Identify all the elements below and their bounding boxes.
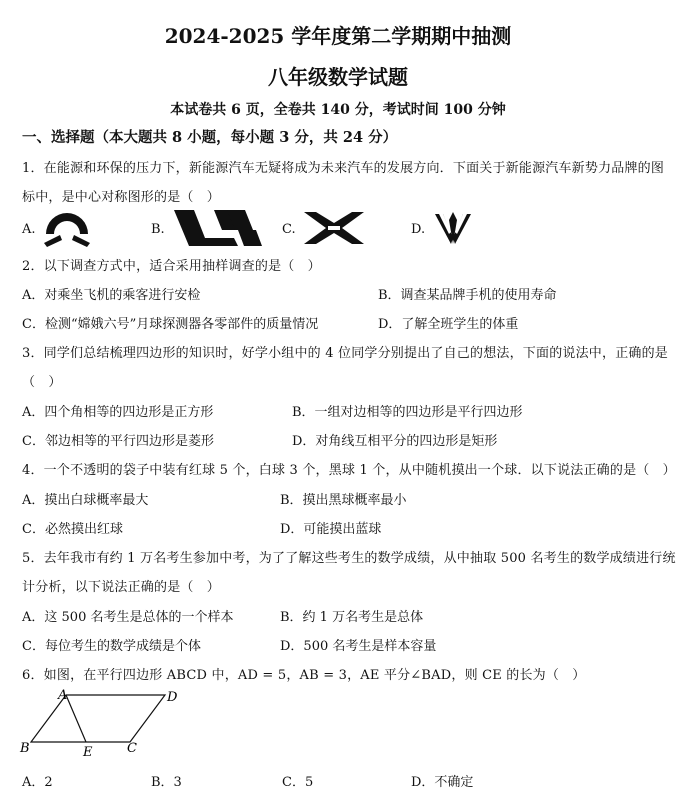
parallelogram-abcd: [31, 695, 165, 742]
q5-option-b: B．约 1 万名考生是总体: [280, 610, 424, 625]
q3-stem-line2: （ ）: [22, 375, 62, 390]
q6-option-d: D．不确定: [411, 775, 474, 790]
exam-info: 本试卷共 6 页，全卷共 140 分，考试时间 100 分钟: [170, 102, 506, 118]
exam-title: 2024-2025 学年度第二学期期中抽测: [164, 24, 512, 48]
vertex-b-label: B: [20, 741, 30, 756]
q2-option-b: B．调查某品牌手机的使用寿命: [378, 288, 557, 303]
q5-option-d: D．500 名考生是样本容量: [280, 639, 437, 654]
q5-stem-line1: 5．去年我市有约 1 万名考生参加中考，为了了解这些考生的数学成绩，从中抽取 500 名考生的数学成绩进行统: [22, 551, 676, 566]
q5-option-c: C．每位考生的数学成绩是个体: [22, 639, 201, 654]
q4-option-b: B．摸出黑球概率最小: [280, 493, 407, 508]
exam-subtitle: 八年级数学试题: [268, 65, 408, 89]
q1-option-a-label: A.: [22, 222, 36, 237]
point-e-label: E: [83, 745, 93, 758]
q1-option-b-label: B.: [151, 222, 165, 237]
nio-logo-icon: [42, 210, 92, 248]
q4-option-d: D．可能摸出蓝球: [280, 522, 382, 537]
leapmotor-logo-icon: [433, 208, 473, 248]
vertex-c-label: C: [127, 741, 137, 756]
q3-option-c: C．邻边相等的平行四边形是菱形: [22, 434, 214, 449]
q6-option-a: A．2: [22, 775, 53, 790]
q1-stem-line2: 标中，是中心对称图形的是（ ）: [22, 190, 221, 205]
q3-option-d: D．对角线互相平分的四边形是矩形: [292, 434, 498, 449]
q1-option-d-label: D.: [411, 222, 426, 237]
q4-stem: 4．一个不透明的袋子中装有红球 5 个，白球 3 个，黑球 1 个，从中随机摸出一个球．以下说法正确的是（ ）: [22, 463, 676, 478]
section-heading: 一、选择题（本大题共 8 小题，每小题 3 分，共 24 分）: [22, 129, 398, 146]
q4-option-c: C．必然摸出红球: [22, 522, 123, 537]
q5-option-a: A．这 500 名考生是总体的一个样本: [22, 610, 234, 625]
q2-option-d: D．了解全班学生的体重: [378, 317, 519, 332]
xpeng-logo-icon: [302, 210, 366, 246]
q3-option-b: B．一组对边相等的四边形是平行四边形: [292, 405, 523, 420]
q6-option-c: C．5: [282, 775, 314, 790]
q6-option-b: B．3: [151, 775, 182, 790]
q3-option-a: A．四个角相等的四边形是正方形: [22, 405, 214, 420]
vertex-a-label: A: [58, 688, 68, 703]
q5-stem-line2: 计分析，以下说法正确的是（ ）: [22, 580, 221, 595]
q2-stem: 2．以下调查方式中，适合采用抽样调查的是（ ）: [22, 259, 321, 274]
q6-stem: 6．如图，在平行四边形 ABCD 中，AD = 5，AB = 3，AE 平分∠BAD，则 CE 的长为（ ）: [22, 668, 586, 683]
li-auto-logo-icon: [172, 208, 264, 248]
vertex-d-label: D: [167, 690, 178, 705]
segment-ae: [66, 695, 86, 742]
q1-stem-line1: 1．在能源和环保的压力下，新能源汽车无疑将成为未来汽车的发展方向．下面关于新能源汽车新势力品牌的图: [22, 161, 665, 176]
q2-option-a: A．对乘坐飞机的乘客进行安检: [22, 288, 201, 303]
q1-option-c-label: C.: [282, 222, 296, 237]
q3-stem-line1: 3．同学们总结梳理四边形的知识时，好学小组中的 4 位同学分别提出了自己的想法，下面的说法中，正确的是: [22, 346, 669, 361]
parallelogram-figure: [14, 686, 194, 758]
q4-option-a: A．摸出白球概率最大: [22, 493, 149, 508]
q2-option-c: C．检测“嫦娥六号”月球探测器各零部件的质量情况: [22, 317, 319, 332]
